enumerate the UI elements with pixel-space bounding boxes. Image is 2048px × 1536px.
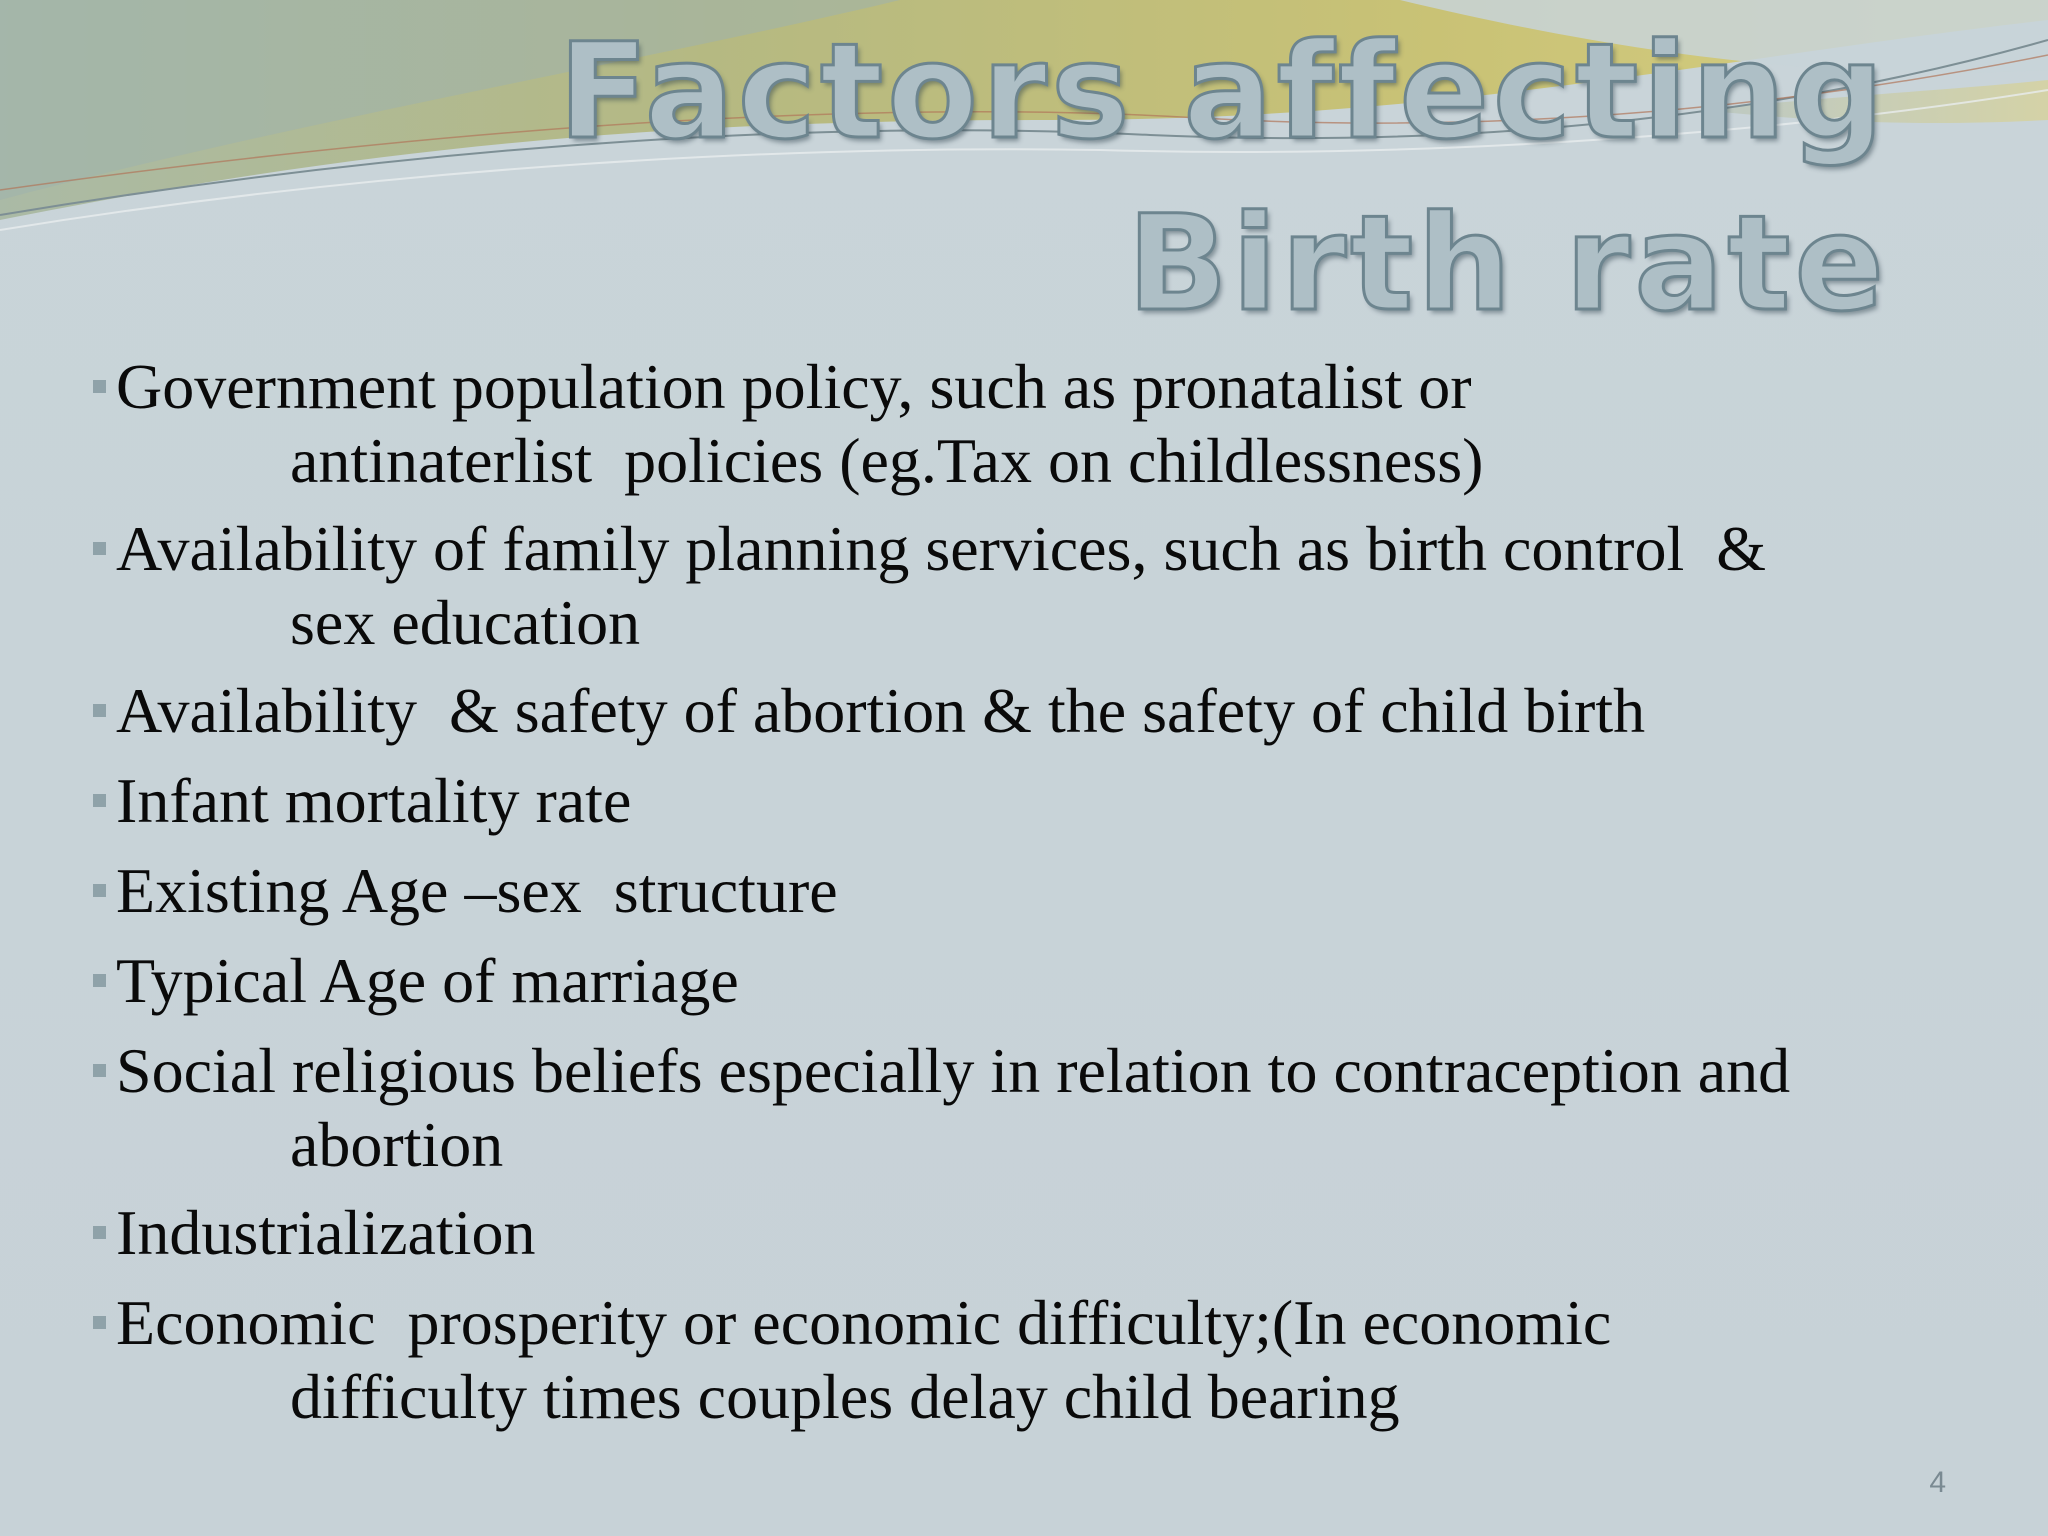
bullet-text-line: Availability of family planning services, such as birth control &	[116, 513, 1766, 584]
bullet-text-line: difficulty times couples delay child bearing	[290, 1361, 1400, 1432]
bullet-text-line: Social religious beliefs especially in relation to contraception and	[116, 1035, 1791, 1106]
bullet-item-government-policy	[88, 350, 1948, 498]
square-bullet-icon	[93, 794, 106, 807]
bullet-text-line: Typical Age of marriage	[116, 945, 739, 1016]
bullet-item-infant-mortality	[88, 764, 1948, 838]
bullet-item-age-of-marriage	[88, 944, 1948, 1018]
square-bullet-icon	[93, 1226, 106, 1239]
bullet-text-line: abortion	[290, 1109, 504, 1180]
bullet-item-family-planning	[88, 512, 1948, 660]
square-bullet-icon	[93, 1316, 106, 1329]
square-bullet-icon	[93, 542, 106, 555]
page-number: 4	[1929, 1466, 1946, 1499]
bullet-list	[88, 350, 1948, 1448]
bullet-text-line: sex education	[290, 587, 641, 658]
bullet-text-line: Economic prosperity or economic difficulty;(In economic	[116, 1287, 1612, 1358]
bullet-text-line: Existing Age –sex structure	[116, 855, 838, 926]
bullet-item-economic-prosperity	[88, 1286, 1948, 1434]
square-bullet-icon	[93, 974, 106, 987]
square-bullet-icon	[93, 1064, 106, 1077]
square-bullet-icon	[93, 380, 106, 393]
bullet-text-line: Industrialization	[116, 1197, 536, 1268]
bullet-text-line: Government population policy, such as pronatalist or	[116, 351, 1472, 422]
square-bullet-icon	[93, 884, 106, 897]
slide-title: Factors affecting Birth rate	[558, 15, 1888, 341]
bullet-text-line: antinaterlist policies (eg.Tax on childlessness)	[290, 425, 1484, 496]
bullet-item-religious-beliefs	[88, 1034, 1948, 1182]
bullet-text-line: Infant mortality rate	[116, 765, 632, 836]
bullet-item-abortion-safety	[88, 674, 1948, 748]
bullet-text-line: Availability & safety of abortion & the safety of child birth	[116, 675, 1646, 746]
square-bullet-icon	[93, 704, 106, 717]
bullet-item-industrialization	[88, 1196, 1948, 1270]
bullet-item-age-sex-structure	[88, 854, 1948, 928]
